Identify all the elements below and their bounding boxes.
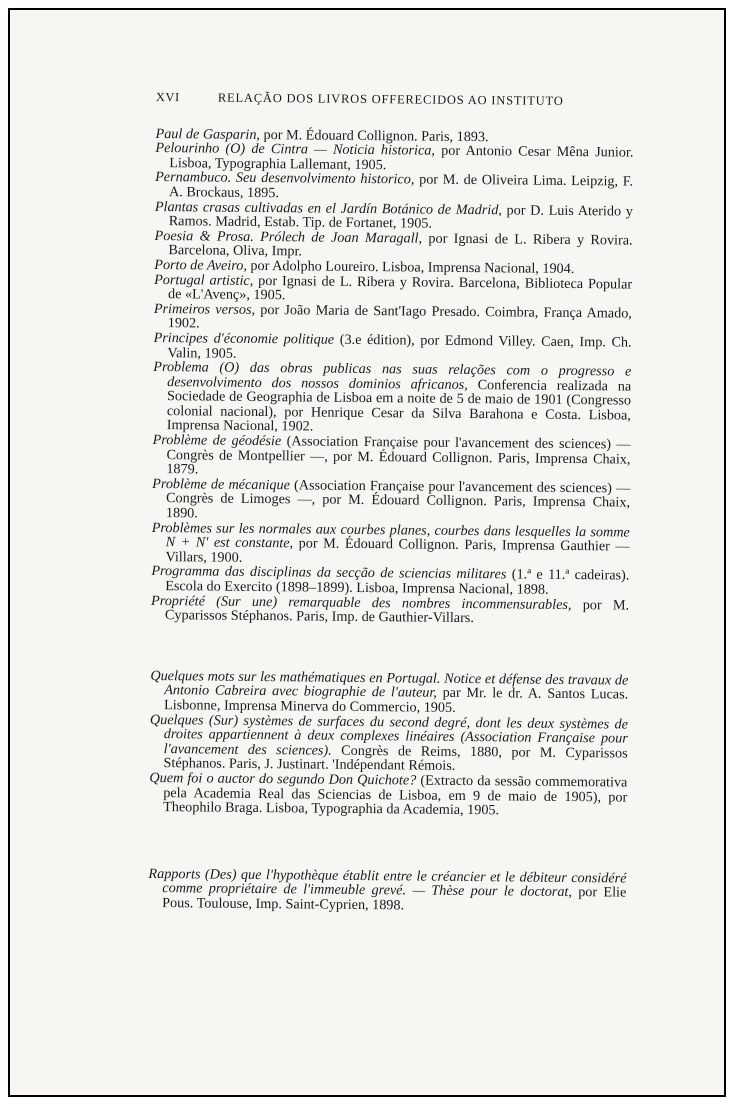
bibliography-entry: Programma das disciplinas da secção de sciencias militares (1.ª e 11.ª cadeiras). Escola do Exercito (1898–1899). Lisboa, Imprensa Nacional, 1898. [151,563,630,598]
bibliography-entry: Rapports (Des) que l'hypothèque établit entre le créancier et le débiteur considéré comme propriétaire de l'immeuble grevé. — Thèse pour le doctorat, por Elie Pous. Toulouse, Imp. Saint-Cyprien, 1898. [148,865,627,914]
bibliography-entry: Propriété (Sur une) remarquable des nombres incommensurables, por M. Cyparissos Stéphanos. Paris, Imp. de Gauthier-Villars. [151,592,630,627]
bibliography-entry: Quelques mots sur les mathématiques en Portugal. Notice et défense des travaux de Antonio Cabreira avec biographie de l'auteur, par Mr. le dr. A. Santos Lucas. Lisbonne, Imprensa Minerva do Commercio, 1905. [150,667,629,716]
bibliography-entry: Primeiros versos, por João Maria de Sant'Iago Presado. Coimbra, França Amado, 1902. [153,300,632,332]
book-page [148,90,634,915]
bibliography-entry: Pernambuco. Seu desenvolvimento historico, por M. de Oliveira Lima. Leipzig, F. A. Brockaus, 1895. [155,169,634,202]
running-title: RELAÇÃO DOS LIVROS OFFERECIDOS AO INSTITUTO [217,90,564,108]
section-gap [149,815,627,872]
bibliography-entry: Problèmes sur les normales aux courbes planes, courbes dans lesquelles la somme N + N' est constante, por M. Édouard Collignon. Paris, Imprensa Gauthier — Villars, 1900. [151,519,630,566]
page-number: XVI [155,90,180,105]
bibliography-entry: Quem foi o auctor do segundo Don Quichote? (Extracto da sessão commemorativa pela Academia Real das Sciencias de Lisboa, em 9 de maio de 1905), por Theophilo Braga. Lisboa, Typographia da Academia, 1905. [149,769,628,819]
bibliography-entry: Principes d'économie politique (3.e édition), por Edmond Villey. Caen, Imp. Ch. Valin, 1905. [153,329,632,362]
page-frame [8,8,726,1097]
section-gap [150,623,628,674]
entries-r [148,867,626,915]
bibliography-entry: Paul de Gasparin, por M. Édouard Collignon. Paris, 1893. [155,125,489,145]
bibliography-entry: Problème de mécanique (Association Française pour l'avancement des sciences) — Congrès de Limoges —, por M. Édouard Collignon. Paris, Imprensa Chaix, 1890. [152,475,631,522]
page-header [156,90,634,109]
bibliography-entry: Quelques (Sur) systèmes de surfaces du second degré, dont les deux systèmes de droites appartiennent à deux complexes linéaires (Association Française pour l'avancement des sciences). Congrès de Reims, 1880, por M. Cyparissos Stéphanos. Paris, J. Justinart. 'Indépendant Rémois. [149,711,629,775]
entries-p [151,127,634,628]
bibliography-entry: Porto de Aveiro, por Adolpho Loureiro. Lisboa, Imprensa Nacional, 1904. [154,256,575,277]
bibliography-entry: Portugal artistic, por Ignasi de L. Ribera y Rovira. Barcelona, Biblioteca Popular de «L'Avenç», 1905. [154,271,633,304]
entries-q [149,669,628,820]
bibliography-entry: Problème de géodésie (Association Française pour l'avancement des sciences) — Congrès de Montpellier —, por M. Édouard Collignon. Paris, Imprensa Chaix, 1879. [152,432,631,478]
bibliography-entry: Problema (O) das obras publicas nas suas relações com o progresso e desenvolvimento dos nossos dominios africanos, Conferencia realizada na Sociedade de Geographia de Lisboa em a noite de 5 de maio de 1901 (Congresso colonial nacional), por Henrique Cesar da Silva Barahona e Costa. Lisboa, Imprensa Nacional, 1902. [153,359,632,435]
bibliography-entry: Pelourinho (O) de Cintra — Noticia historica, por Antonio Cesar Mêna Junior. Lisboa, Typographia Lallemant, 1905. [155,140,634,173]
bibliography-entry: Plantas crasas cultivadas en el Jardín Botánico de Madrid, por D. Luis Aterido y Ramos. Madrid, Estab. Tip. de Fortanet, 1905. [154,198,633,232]
bibliography-entry: Poesia & Prosa. Prólech de Joan Maragall, por Ignasi de L. Ribera y Rovira. Barcelona, Oliva, Impr. [154,227,633,260]
